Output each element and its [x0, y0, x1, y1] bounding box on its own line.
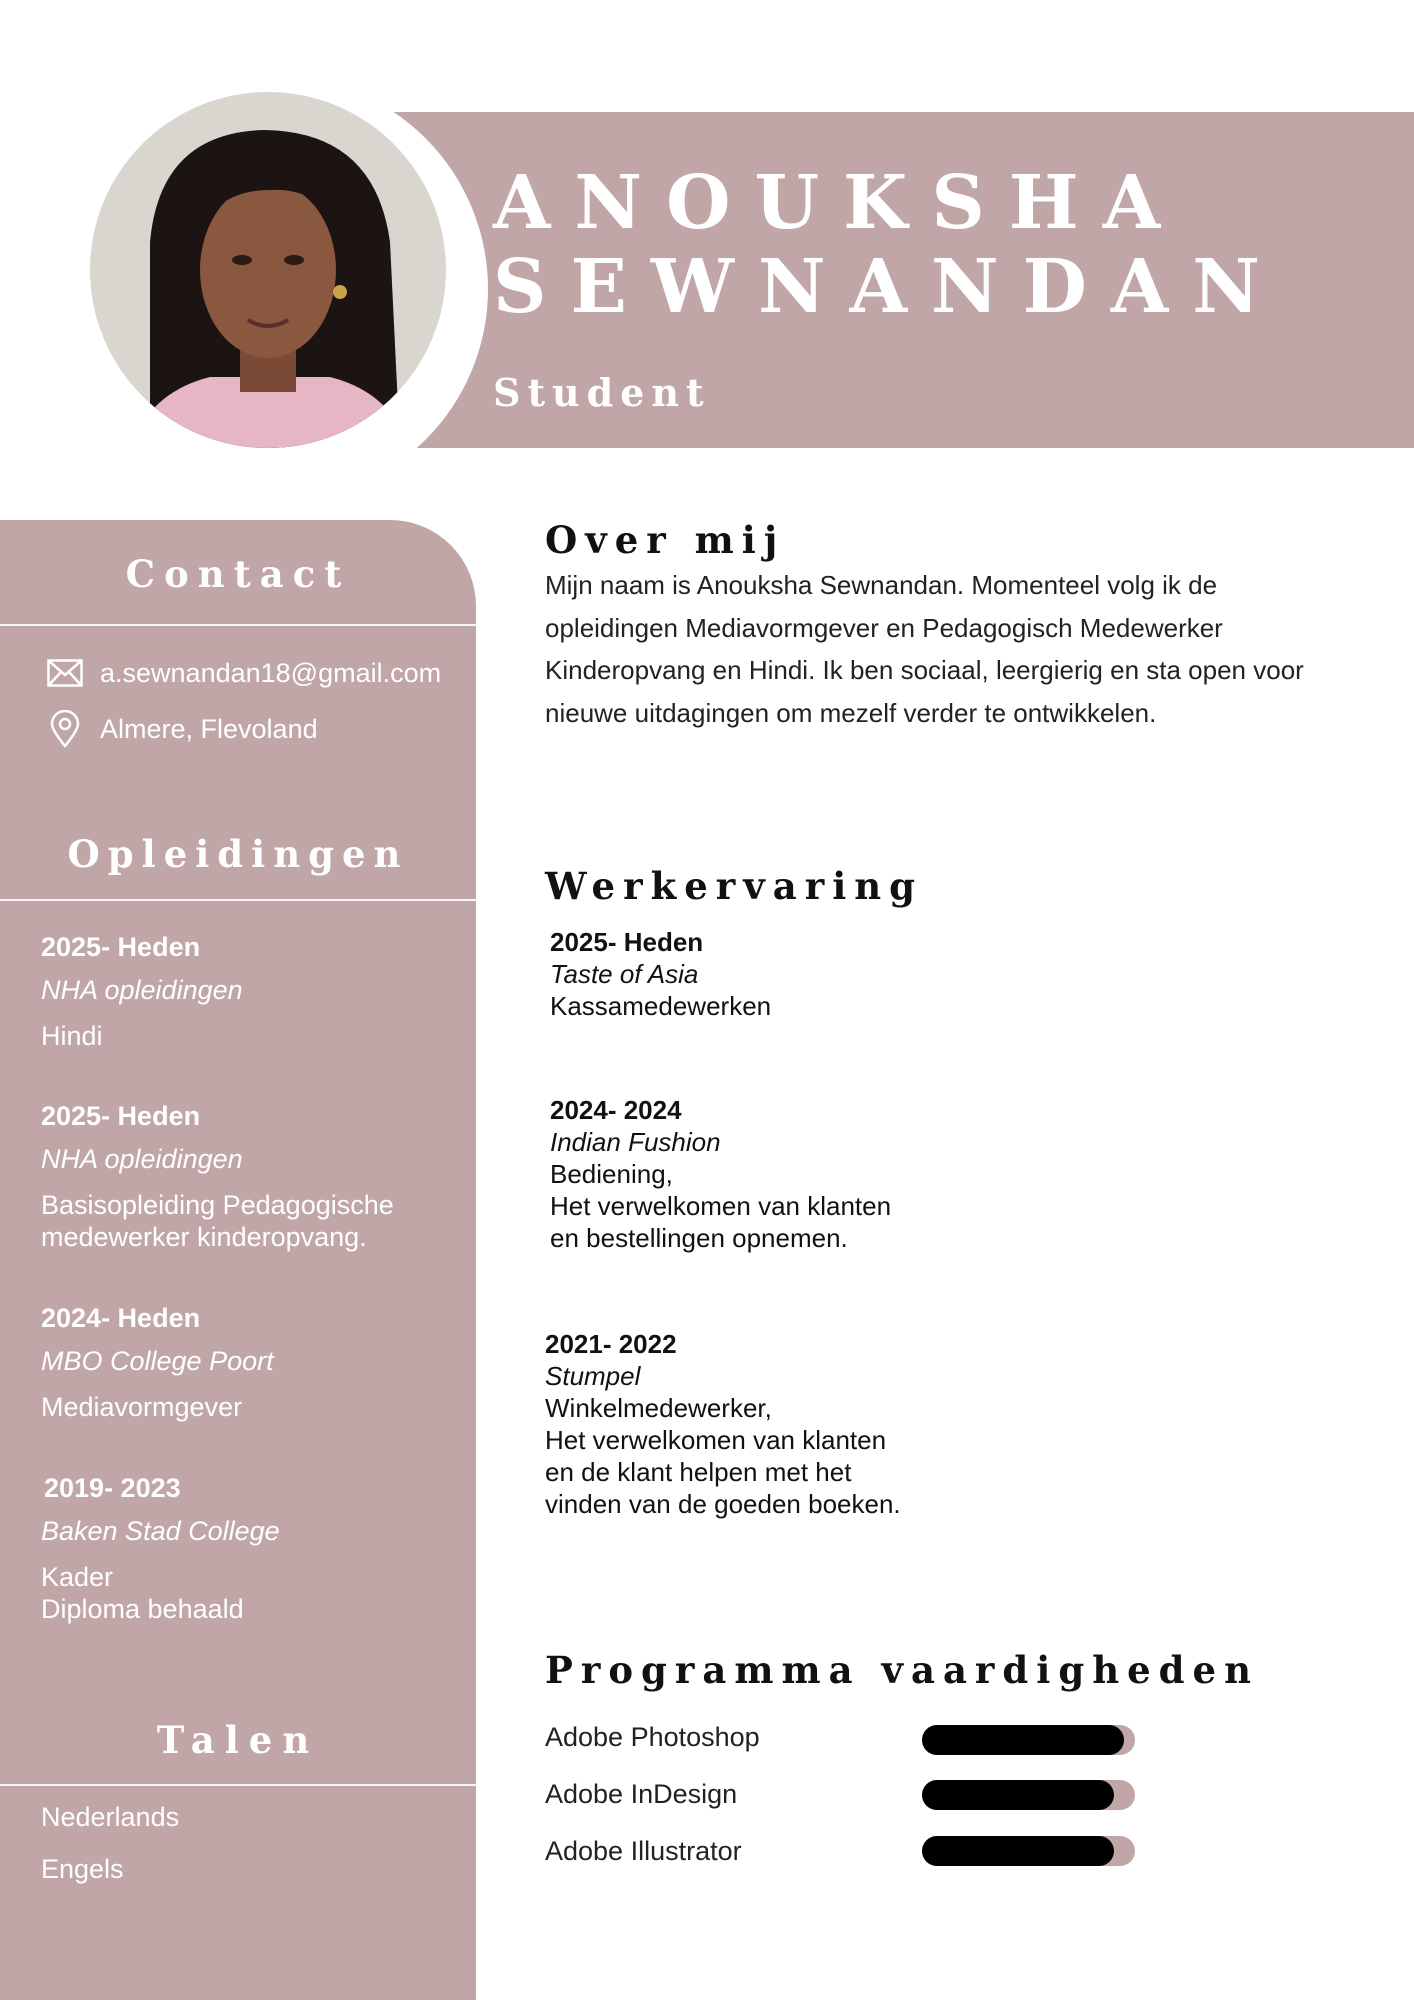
- email-text: a.sewnandan18@gmail.com: [100, 657, 442, 688]
- education-heading: Opleidingen: [67, 832, 409, 876]
- education-period: 2024- Heden: [41, 1303, 201, 1333]
- location-text: Almere, Flevoland: [100, 713, 318, 744]
- work-heading: Werkervaring: [545, 864, 924, 908]
- languages-heading: Talen: [156, 1718, 320, 1762]
- education-school: Baken Stad College: [41, 1516, 280, 1546]
- work-company: Stumpel: [545, 1361, 641, 1391]
- education-period: 2025- Heden: [41, 932, 201, 962]
- skill-bar: [922, 1725, 1135, 1755]
- work-company: Indian Fushion: [550, 1127, 721, 1157]
- skills-heading: Programma vaardigheden: [545, 1648, 1259, 1692]
- education-item: [41, 1473, 464, 1625]
- sidebar: [0, 520, 476, 2000]
- education-item: [41, 1303, 461, 1423]
- work-company: Taste of Asia: [550, 959, 699, 989]
- work-description: Bediening,: [550, 1159, 673, 1189]
- skill-bar-fill: [922, 1725, 1124, 1755]
- work-item: [545, 1328, 901, 1520]
- work-period: 2021- 2022: [545, 1329, 677, 1359]
- languages-divider: [0, 1784, 476, 1786]
- education-item: [41, 1101, 461, 1253]
- work-item: [550, 1094, 891, 1254]
- education-period: 2019- 2023: [44, 1473, 181, 1503]
- skill-bar-fill: [922, 1836, 1114, 1866]
- name-last: SEWNANDAN: [493, 244, 1284, 330]
- work-description: Kassamedewerken: [550, 991, 772, 1021]
- portrait-illustration: [90, 92, 446, 448]
- education-period: 2025- Heden: [41, 1101, 201, 1131]
- job-title: Student: [493, 370, 711, 415]
- education-course: Kader: [41, 1562, 114, 1592]
- skill-name: Adobe Photoshop: [545, 1722, 760, 1752]
- language-item: Nederlands: [41, 1802, 180, 1832]
- skill-bar: [922, 1780, 1135, 1810]
- contact-email[interactable]: [46, 654, 441, 692]
- envelope-icon: [46, 654, 84, 692]
- education-school: NHA opleidingen: [41, 1144, 243, 1174]
- profile-photo: [90, 92, 446, 448]
- skill-name: Adobe Illustrator: [545, 1836, 742, 1866]
- about-heading: Over mij: [545, 518, 786, 562]
- work-description: Het verwelkomen van klanten: [550, 1191, 892, 1221]
- work-description: en bestellingen opnemen.: [550, 1223, 848, 1253]
- education-divider: [0, 899, 476, 901]
- work-period: 2025- Heden: [550, 927, 704, 957]
- education-course: Hindi: [41, 1021, 103, 1051]
- education-course-note: Diploma behaald: [41, 1594, 244, 1624]
- about-text: Mijn naam is Anouksha Sewnandan. Momenteel volg ik de opleidingen Mediavormgever en Pedagogisch Medewerker Kinderopvang en Hindi. Ik ben sociaal, leergierig en sta open voor nieuwe uitdagingen om mezelf verder te ontwikkelen.: [545, 570, 1304, 728]
- education-school: NHA opleidingen: [41, 975, 243, 1005]
- education-course: Basisopleiding Pedagogische medewerker kinderopvang.: [41, 1190, 394, 1252]
- contact-location: [46, 710, 318, 748]
- education-school: MBO College Poort: [41, 1346, 274, 1376]
- contact-divider: [0, 624, 476, 626]
- contact-heading: Contact: [125, 552, 351, 596]
- work-item: [550, 926, 771, 1022]
- language-item: Engels: [41, 1854, 124, 1884]
- skill-name: Adobe InDesign: [545, 1779, 738, 1809]
- location-pin-icon: [46, 710, 84, 748]
- work-description: vinden van de goeden boeken.: [545, 1489, 901, 1519]
- work-description: en de klant helpen met het: [545, 1457, 852, 1487]
- name-first: ANOUKSHA: [493, 160, 1185, 246]
- work-description: Het verwelkomen van klanten: [545, 1425, 887, 1455]
- work-period: 2024- 2024: [550, 1095, 682, 1125]
- skill-bar-fill: [922, 1780, 1114, 1810]
- skill-bar: [922, 1836, 1135, 1866]
- education-item: [41, 932, 461, 1052]
- education-course: Mediavormgever: [41, 1392, 243, 1422]
- work-description: Winkelmedewerker,: [545, 1393, 772, 1423]
